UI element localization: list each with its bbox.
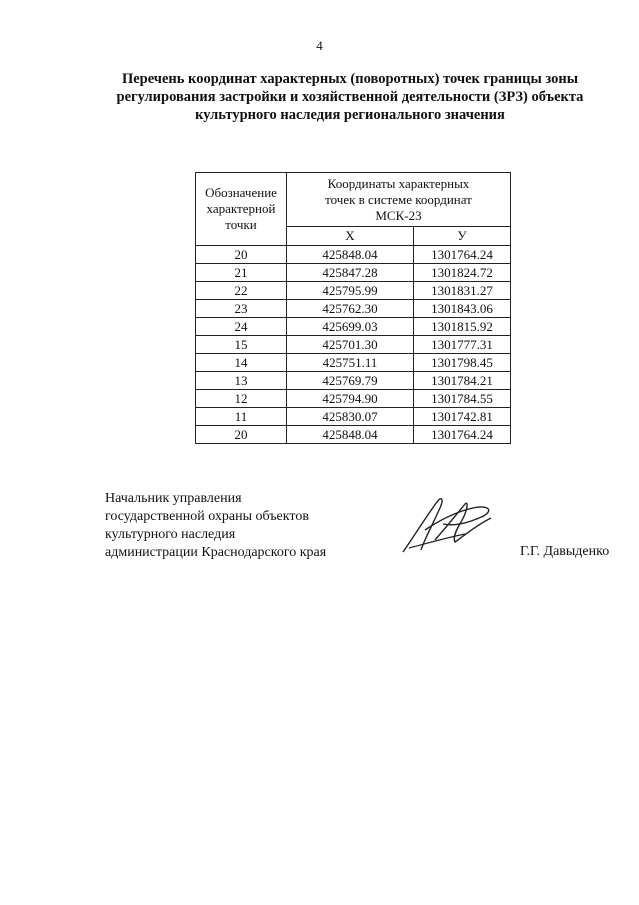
cell-point: 11 [196, 408, 287, 426]
cell-x: 425769.79 [287, 372, 414, 390]
header-coordinates [287, 173, 511, 227]
cell-point: 20 [196, 426, 287, 444]
table-row [196, 264, 511, 282]
position-line: Начальник управления [105, 491, 242, 506]
handwritten-signature [395, 490, 505, 560]
header-text: МСК-23 [375, 208, 422, 224]
cell-y: 1301815.92 [414, 318, 511, 336]
cell-x: 425848.04 [287, 246, 414, 264]
cell-y: 1301824.72 [414, 264, 511, 282]
cell-x: 425794.90 [287, 390, 414, 408]
cell-point: 12 [196, 390, 287, 408]
cell-point: 13 [196, 372, 287, 390]
header-text: точки [225, 217, 257, 232]
cell-x: 425701.30 [287, 336, 414, 354]
header-point-designation [196, 173, 287, 246]
cell-y: 1301843.06 [414, 300, 511, 318]
cell-y: 1301831.27 [414, 282, 511, 300]
position-line: администрации Краснодарского края [105, 545, 327, 560]
table-row [196, 246, 511, 264]
cell-x: 425847.28 [287, 264, 414, 282]
title-line: Перечень координат характерных (поворотных) точек границы зоны [121, 71, 579, 87]
table-row [196, 390, 511, 408]
signatory-name: Г.Г. Давыденко [520, 544, 610, 559]
cell-point: 14 [196, 354, 287, 372]
cell-x: 425848.04 [287, 426, 414, 444]
cell-point: 20 [196, 246, 287, 264]
cell-x: 425762.30 [287, 300, 414, 318]
cell-x: 425751.11 [287, 354, 414, 372]
cell-point: 22 [196, 282, 287, 300]
cell-y: 1301764.24 [414, 426, 511, 444]
cell-y: 1301784.21 [414, 372, 511, 390]
document-title [105, 70, 595, 124]
header-text: Координаты характерных [327, 176, 470, 192]
signatory-position [105, 490, 326, 562]
table-row [196, 336, 511, 354]
cell-y: 1301742.81 [414, 408, 511, 426]
page-number: 4 [316, 38, 323, 53]
cell-point: 21 [196, 264, 287, 282]
header-text: Обозначение [205, 185, 277, 200]
header-x: X [287, 226, 414, 245]
cell-x: 425795.99 [287, 282, 414, 300]
coordinates-table [195, 172, 511, 444]
header-text: характерной [206, 201, 276, 216]
cell-point: 15 [196, 336, 287, 354]
position-line: культурного наследия [105, 527, 236, 542]
cell-x: 425830.07 [287, 408, 414, 426]
cell-y: 1301777.31 [414, 336, 511, 354]
table-row [196, 426, 511, 444]
cell-y: 1301798.45 [414, 354, 511, 372]
header-text: точек в системе координат [325, 192, 472, 208]
cell-y: 1301784.55 [414, 390, 511, 408]
table-row [196, 300, 511, 318]
table-row [196, 408, 511, 426]
table-row [196, 372, 511, 390]
cell-point: 23 [196, 300, 287, 318]
cell-y: 1301764.24 [414, 246, 511, 264]
title-line: культурного наследия регионального значения [195, 107, 505, 123]
cell-point: 24 [196, 318, 287, 336]
header-y: У [414, 226, 511, 245]
position-line: государственной охраны объектов [105, 509, 309, 524]
cell-x: 425699.03 [287, 318, 414, 336]
table-row [196, 282, 511, 300]
title-line: регулирования застройки и хозяйственной деятельности (ЗРЗ) объекта [116, 89, 584, 105]
table-header-row [196, 173, 511, 227]
table-row [196, 354, 511, 372]
table-row [196, 318, 511, 336]
